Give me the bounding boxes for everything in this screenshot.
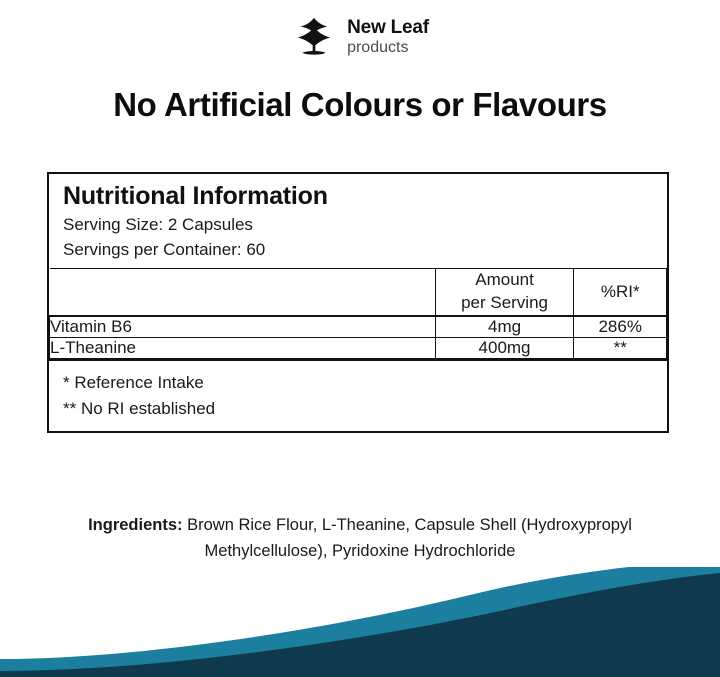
column-header-ri: %RI* [574,269,667,316]
serving-size: Serving Size: 2 Capsules [63,215,253,234]
footer-wave-decoration [0,567,720,677]
page-title: No Artificial Colours or Flavours [113,86,607,123]
brand-header [0,0,720,60]
nutrition-title: Nutritional Information [63,182,328,210]
nutrient-amount: 4mg [435,316,574,338]
ingredients-text: Brown Rice Flour, L-Theanine, Capsule Shell (Hydroxypropyl Methylcellulose), Pyridoxine Hydrochloride [182,516,632,560]
column-header-amount [435,269,574,316]
ingredients-label: Ingredients: [88,516,183,534]
brand-wordmark [347,18,429,56]
leaf-tree-icon [291,14,337,60]
table-row [50,338,667,359]
nutrition-footnotes [49,359,667,431]
ingredients-block [60,513,660,564]
column-header-amount-line2: per Serving [461,293,548,313]
nutrient-name: L-Theanine [50,338,436,359]
nutrition-panel-header [49,174,667,268]
brand-name-line2: products [347,39,409,56]
nutrition-panel [47,172,669,433]
column-header-blank [50,269,436,316]
table-header-row [50,269,667,316]
brand-name-line1: New Leaf [347,17,429,38]
servings-per-container: Servings per Container: 60 [63,239,266,259]
nutrient-ri: 286% [574,316,667,338]
nutrient-ri: ** [574,338,667,359]
footnote-no-ri: ** No RI established [63,398,216,418]
nutrition-table [49,268,667,359]
footnote-reference-intake: * Reference Intake [63,373,204,393]
table-row [50,316,667,338]
nutrient-amount: 400mg [435,338,574,359]
nutrient-name: Vitamin B6 [50,316,436,338]
column-header-amount-line1: Amount [475,270,534,290]
